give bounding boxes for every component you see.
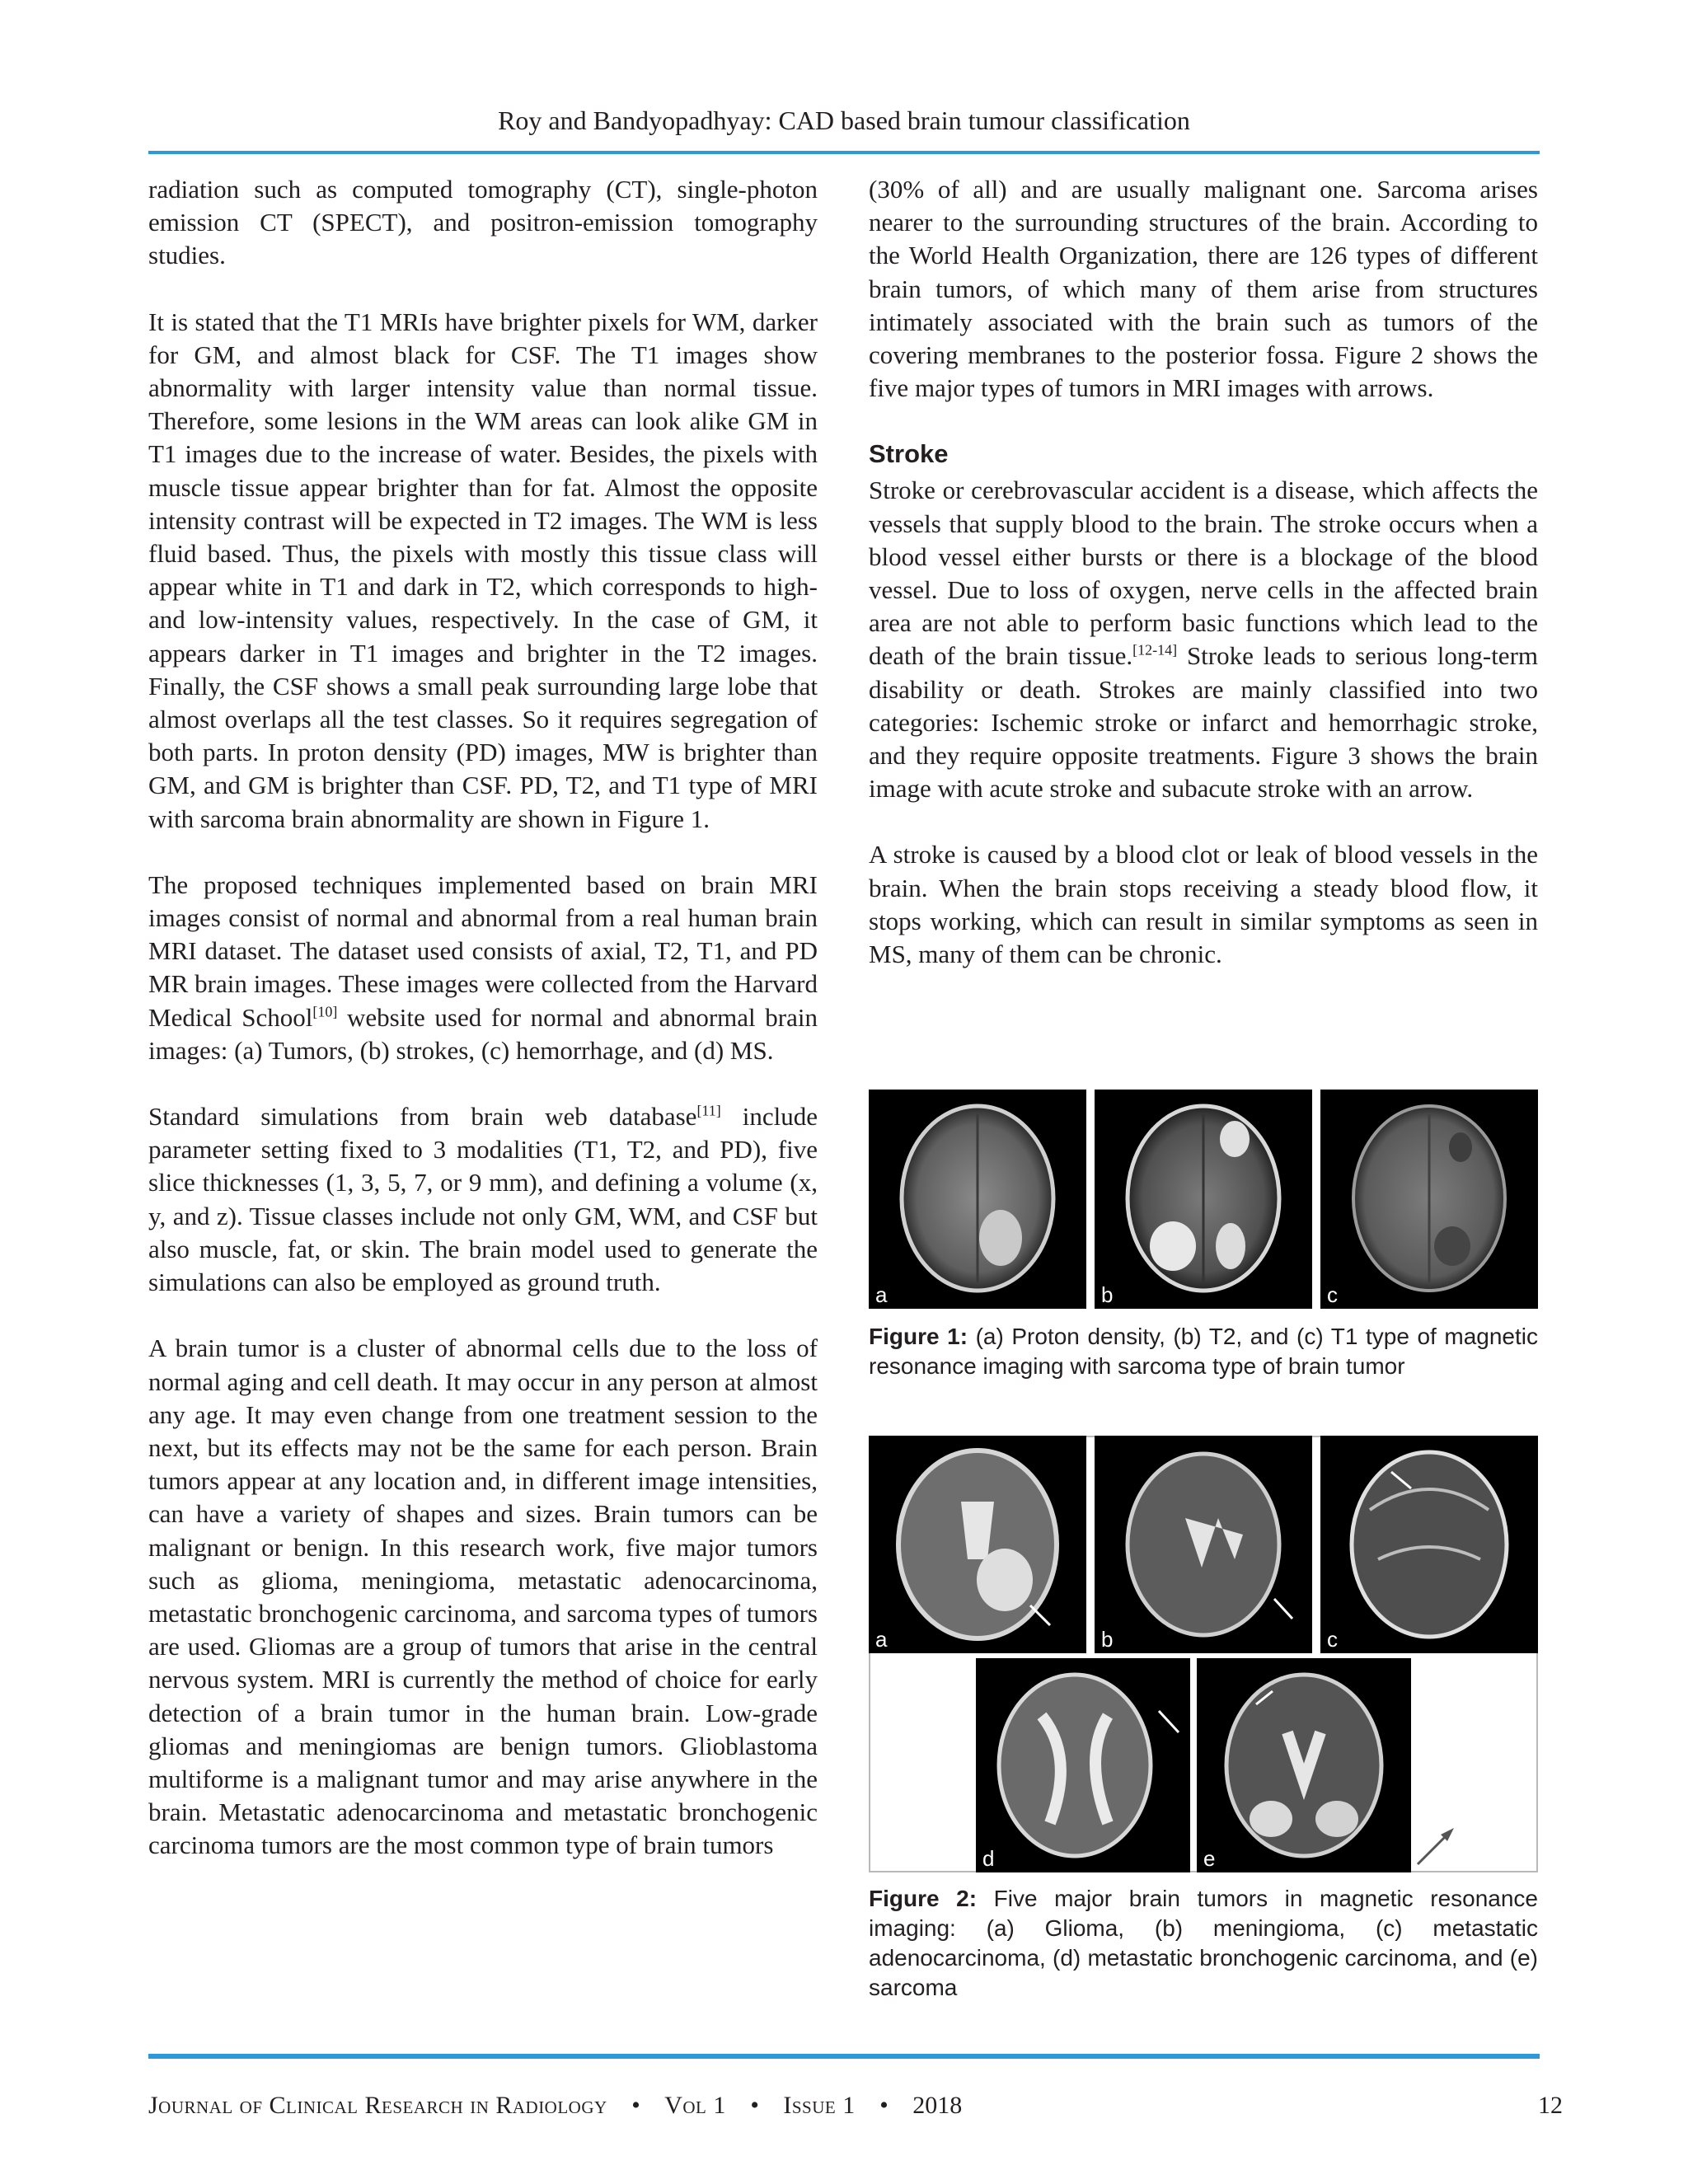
right-column <box>869 173 1538 1004</box>
paragraph-text: include parameter setting fixed to 3 modalities (T1, T2, and PD), five slice thicknesses (1, 3, 5, 7, or 9 mm), and defining a volume (x, y, and z). Tissue classes include not only GM, WM, and CSF but also muscle, fat, or skin. The brain model used to generate the simulations can also be employed as ground truth. <box>148 1102 818 1297</box>
panel-letter: c <box>1327 1282 1338 1307</box>
brain-scan-image <box>869 1090 1086 1309</box>
mri-panel-e <box>1197 1658 1411 1872</box>
brain-scan-image <box>1095 1090 1312 1309</box>
figure-caption-text: (a) Proton density, (b) T2, and (c) T1 type of magnetic resonance imaging with sarcoma type of brain tumor <box>869 1324 1538 1379</box>
brain-scan-image <box>869 1436 1086 1653</box>
mri-panel-b <box>1095 1436 1312 1653</box>
paragraph-text: Standard simulations from brain web database <box>148 1102 697 1132</box>
brain-scan-image <box>1320 1436 1538 1653</box>
citation-ref[interactable]: [11] <box>696 1102 721 1119</box>
arrow-icon <box>1159 1711 1179 1732</box>
paragraph: A stroke is caused by a blood clot or leak of blood vessels in the brain. When the brain stops receiving a steady blood flow, it stops working, which can result in similar symptoms as seen in MS, many of them can be chronic. <box>869 840 1538 969</box>
panel-letter: e <box>1203 1846 1216 1871</box>
paragraph: (30% of all) and are usually malignant one. Sarcoma arises nearer to the surrounding structures of the brain. According to the World Health Organization, there are 126 types of different brain tumors, of which many of them arise from structures intimately associated with the brain such as tumors of the covering membranes to the posterior fossa. Figure 2 shows the five major types of tumors in MRI images with arrows. <box>869 175 1538 403</box>
separator: • <box>750 2092 759 2119</box>
citation-ref[interactable]: [12-14] <box>1132 642 1178 659</box>
volume: Vol 1 <box>664 2092 726 2119</box>
paragraph: It is stated that the T1 MRIs have brighter pixels for WM, darker for GM, and almost black for CSF. The T1 images show abnormality with larger intensity value than normal tissue. Therefore, some lesions in the WM areas can look alike GM in T1 images due to the increase of water. Besides, the pixels with muscle tissue appear brighter than for fat. Almost the opposite intensity contrast will be expected in T2 images. The WM is less fluid based. Thus, the pixels with mostly this tissue class will appear white in T1 and dark in T2, which corresponds to high- and low-intensity values, respectively. In the case of GM, it appears darker in T1 images and brighter in the T2 images. Finally, the CSF shows a small peak surrounding large lobe that almost overlaps all the test classes. So it requires segregation of both parts. In proton density (PD) images, MW is brighter than GM, and GM is brighter than CSF. PD, T2, and T1 type of MRI with sarcoma brain abnormality are shown in Figure 1. <box>148 307 818 833</box>
paragraph <box>869 474 1538 805</box>
figure-caption <box>869 1322 1538 1381</box>
page-footer <box>148 2092 1563 2120</box>
mri-panel-c <box>1320 1090 1538 1309</box>
paragraph-text: The proposed techniques implemented based on brain MRI images consist of normal and abnormal from a real human brain MRI dataset. The dataset used consists of axial, T2, T1, and PD MR brain images. These images were collected from the Harvard Medical School <box>148 869 818 1032</box>
figure-2 <box>869 1436 1538 2003</box>
separator: • <box>879 2092 889 2119</box>
panel-letter: d <box>982 1846 995 1871</box>
arrow-icon <box>1413 1823 1459 1869</box>
section-heading: Stroke <box>869 439 949 469</box>
paragraph-text: website used for normal and abnormal brain images: (a) Tumors, (b) strokes, (c) hemorrhage, and (d) MS. <box>148 1002 818 1065</box>
brain-scan-image <box>1197 1658 1411 1872</box>
panel-letter: c <box>1327 1627 1338 1652</box>
header-rule <box>148 151 1540 154</box>
paragraph-text: Stroke leads to serious long-term disability or death. Strokes are mainly classified into two categories: Ischemic stroke or infarct and hemorrhagic stroke, and they require opposite treatments. Figure 3 shows the brain image with acute stroke and subacute stroke with an arrow. <box>869 641 1538 804</box>
paragraph <box>148 1100 818 1299</box>
figure-1 <box>869 1090 1538 1381</box>
figure-caption <box>869 1884 1538 2003</box>
panel-letter: a <box>875 1627 888 1652</box>
mri-panel-a <box>869 1090 1086 1309</box>
mri-panel-b <box>1095 1090 1312 1309</box>
journal-name: Journal of Clinical Research in Radiology <box>148 2092 607 2119</box>
mri-panel-d <box>976 1658 1190 1872</box>
panel-letter: a <box>875 1282 888 1307</box>
figure-caption-text: Five major brain tumors in magnetic resonance imaging: (a) Glioma, (b) meningioma, (c) metastatic adenocarcinoma, (d) metastatic bronchogenic carcinoma, and (e) sarcoma <box>869 1886 1539 2000</box>
mri-panel-a <box>869 1436 1086 1653</box>
brain-scan-image <box>976 1658 1190 1872</box>
figure-label: Figure 2: <box>869 1886 978 1911</box>
issue: Issue 1 <box>783 2092 856 2119</box>
paragraph: A brain tumor is a cluster of abnormal cells due to the loss of normal aging and cell death. It may occur in any person at almost any age. It may even change from one treatment session to the next, but its effects may not be the same for each person. Brain tumors appear at any location and, in different image intensities, can have a variety of shapes and sizes. Brain tumors can be malignant or benign. In this research work, five major tumors such as glioma, meningioma, metastatic adenocarcinoma, metastatic bronchogenic carcinoma, and sarcoma types of tumors are used. Gliomas are a group of tumors that arise in the central nervous system. MRI is currently the method of choice for early detection of a brain tumor in the human brain. Low-grade gliomas and meningiomas are benign tumors. Glioblastoma multiforme is a malignant tumor and may arise anywhere in the brain. Metastatic adenocarcinoma and metastatic bronchogenic carcinoma tumors are the most common type of brain tumors <box>148 1333 818 1860</box>
left-column <box>148 173 818 1896</box>
panel-letter: b <box>1101 1627 1114 1652</box>
running-head: Roy and Bandyopadhyay: CAD based brain tumour classification <box>498 105 1190 135</box>
year: 2018 <box>912 2092 963 2119</box>
footer-rule <box>148 2054 1540 2059</box>
panel-letter: b <box>1101 1282 1114 1307</box>
page-number: 12 <box>1538 2092 1563 2119</box>
paragraph-text: Stroke or cerebrovascular accident is a disease, which affects the vessels that supply blood to the brain. The stroke occurs when a blood vessel either bursts or there is a blockage of the blood vessel. Due to loss of oxygen, nerve cells in the affected brain area are not able to perform basic functions which lead to the death of the brain tissue. <box>869 476 1538 671</box>
mri-panel-c <box>1320 1436 1538 1653</box>
figure-label: Figure 1: <box>869 1324 968 1349</box>
paragraph <box>148 869 818 1067</box>
paragraph: radiation such as computed tomography (CT), single-photon emission CT (SPECT), and positron-emission tomography studies. <box>148 175 818 270</box>
arrow-icon <box>1274 1599 1292 1619</box>
arrow-icon <box>1030 1605 1050 1625</box>
citation-ref[interactable]: [10] <box>312 1003 338 1020</box>
brain-scan-image <box>1095 1436 1312 1653</box>
separator: • <box>631 2092 640 2119</box>
brain-scan-image <box>1320 1090 1538 1309</box>
